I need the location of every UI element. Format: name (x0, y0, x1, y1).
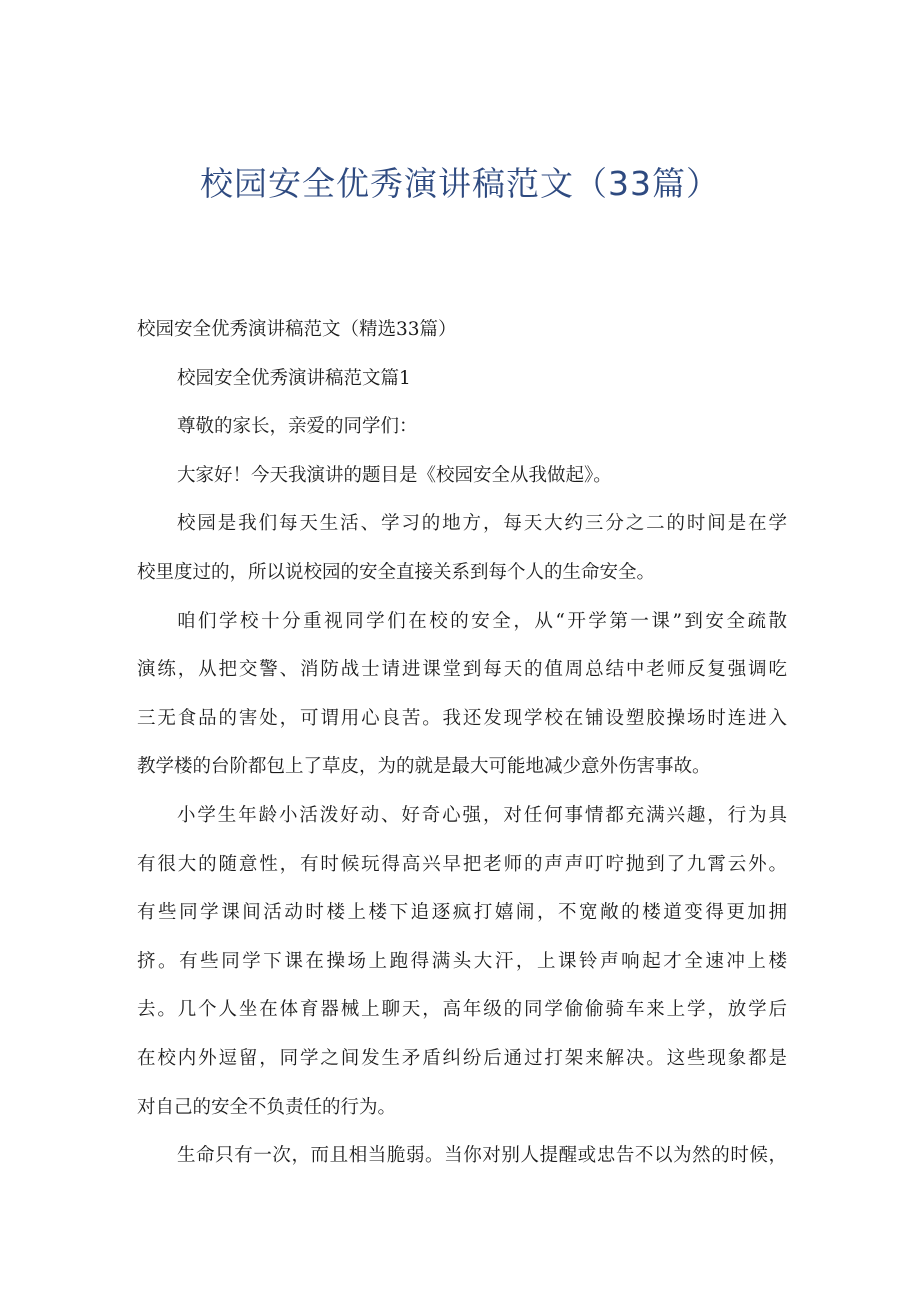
paragraph-line: 有些同学课间活动时楼上楼下追逐疯打嬉闹，不宽敞的楼道变得更加拥 (137, 902, 787, 924)
greeting: 大家好！今天我演讲的题目是《校园安全从我做起》。 (177, 464, 612, 486)
paragraph-line: 校园是我们每天生活、学习的地方，每天大约三分之二的时间是在学 (177, 513, 787, 535)
paragraph-line: 有很大的随意性，有时候玩得高兴早把老师的声声叮咛抛到了九霄云外。 (137, 853, 787, 875)
document-title: 校园安全优秀演讲稿范文（33篇） (200, 164, 720, 203)
paragraph-line: 校里度过的，所以说校园的安全直接关系到每个人的生命安全。 (137, 561, 656, 583)
section-heading: 校园安全优秀演讲稿范文篇1 (177, 367, 411, 389)
salutation: 尊敬的家长，亲爱的同学们： (177, 416, 418, 438)
paragraph-line: 演练，从把交警、消防战士请进课堂到每天的值周总结中老师反复强调吃 (137, 659, 787, 681)
paragraph-line: 教学楼的台阶都包上了草皮，为的就是最大可能地减少意外伤害事故。 (137, 756, 711, 778)
paragraph-line: 生命只有一次，而且相当脆弱。当你对别人提醒或忠告不以为然的时候， (177, 1145, 787, 1167)
paragraph-line: 在校内外逗留，同学之间发生矛盾纠纷后通过打架来解决。这些现象都是 (137, 1047, 787, 1069)
paragraph-line: 小学生年龄小活泼好动、好奇心强，对任何事情都充满兴趣，行为具 (177, 804, 787, 826)
paragraph-line: 三无食品的害处，可谓用心良苦。我还发现学校在铺设塑胶操场时连进入 (137, 707, 787, 729)
paragraph-line: 咱们学校十分重视同学们在校的安全，从“开学第一课”到安全疏散 (177, 610, 787, 632)
paragraph-line: 去。几个人坐在体育器械上聊天，高年级的同学偷偷骑车来上学，放学后 (137, 999, 787, 1021)
paragraph-line: 对自己的安全不负责任的行为。 (137, 1096, 397, 1118)
subtitle-line: 校园安全优秀演讲稿范文（精选33篇） (137, 319, 457, 340)
paragraph-line: 挤。有些同学下课在操场上跑得满头大汗，上课铃声响起才全速冲上楼 (137, 950, 787, 972)
document-body (137, 306, 787, 1181)
